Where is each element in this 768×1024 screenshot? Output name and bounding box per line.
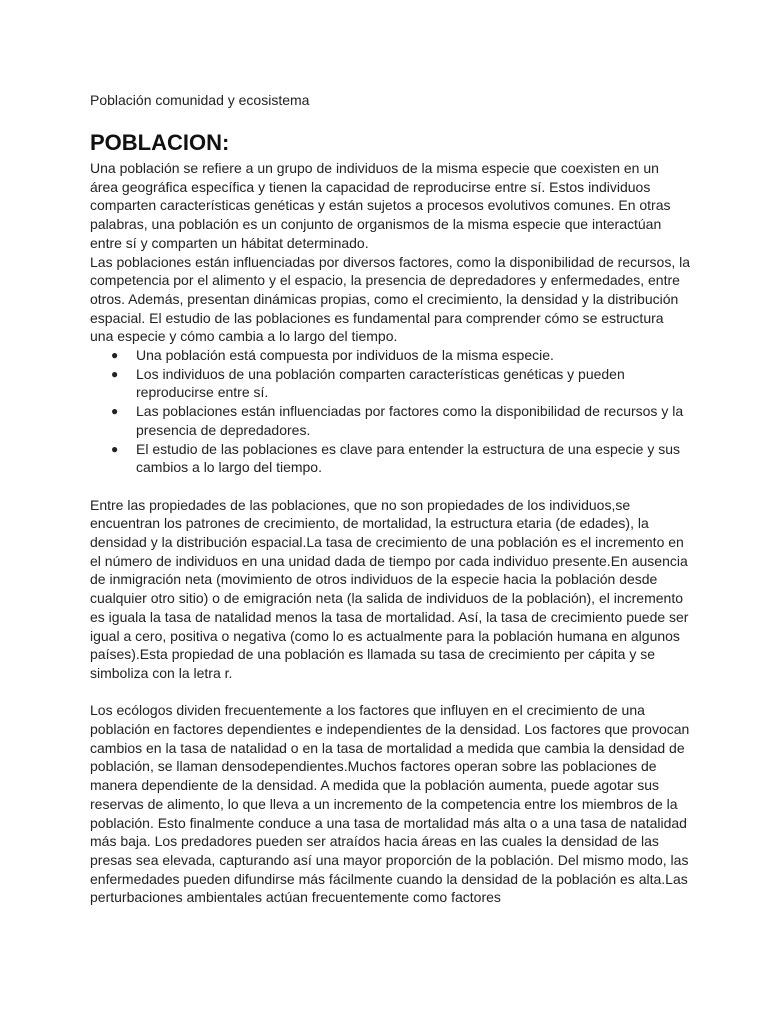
bullet-icon: ● — [111, 348, 119, 363]
bullet-text: Las poblaciones están influenciadas por factores como la disponibilidad de recursos y la presencia de depredadores. — [136, 403, 684, 438]
bullet-text: Los individuos de una población comparten características genéticas y pueden reproducirse entre sí. — [136, 365, 625, 401]
bullet-item — [111, 365, 690, 402]
document-title: Población comunidad y ecosistema — [90, 92, 310, 108]
document-body — [90, 91, 690, 907]
paragraph-spacer — [90, 477, 690, 496]
bullet-text: Una población está compuesta por individuos de la misma especie. — [136, 347, 554, 364]
bullet-icon: ● — [111, 404, 119, 419]
bullet-icon: ● — [111, 441, 119, 456]
section-heading: POBLACION: — [90, 130, 230, 155]
paragraph-spacer — [90, 683, 690, 702]
bullet-text: El estudio de las poblaciones es clave para entender la estructura de una especie y sus cambios a lo largo del tiempo. — [136, 440, 681, 476]
bullet-item — [111, 440, 690, 477]
paragraph-density-factors: Los ecólogos dividen frecuentemente a los factores que influyen en el crecimiento de una población en factores dependientes e independientes de la densidad. Los factores que provocan cambios en la tasa de natalidad o en la tasa de mortalidad a medida que cambia la densidad de población, se llaman densodependientes.Muchos factores operan sobre las poblaciones de manera dependiente de la densidad. A medida que la población aumenta, puede agotar sus reservas de alimento, lo que lleva a un incremento de la competencia entre los miembros de la población. Esto finalmente conduce a una tasa de mortalidad más alta o a una tasa de natalidad más baja. Los predadores pueden ser atraídos hacia áreas en las cuales la densidad de las presas sea elevada, capturando así una mayor proporción de la población. Del mismo modo, las enfermedades pueden difundirse más fácilmente cuando la densidad de la población es alta.Las perturbaciones ambientales actúan frecuentemente como factores — [90, 702, 690, 906]
bullet-list — [90, 346, 690, 477]
paragraph-factors: Las poblaciones están influenciadas por diversos factores, como la disponibilidad de recursos, la competencia por el alimento y el espacio, la presencia de depredadores y enfermedades, entre otros. Además, presentan dinámicas propias, como el crecimiento, la densidad y la distribución espacial. El estudio de las poblaciones es fundamental para comprender cómo se estructura una especie y cómo cambia a lo largo del tiempo. — [90, 253, 691, 345]
paragraph-properties: Entre las propiedades de las poblaciones, que no son propiedades de los individuos,se encuentran los patrones de crecimiento, de mortalidad, la estructura etaria (de edades), la densidad y la distribución espacial.La tasa de crecimiento de una población es el incremento en el número de individuos en una unidad dada de tiempo por cada individuo presente.En ausencia de inmigración neta (movimiento de otros individuos de la especie hacia la población desde cualquier otro sitio) o de emigración neta (la salida de individuos de la población), el incremento es iguala la tasa de natalidad menos la tasa de mortalidad. Así, la tasa de crecimiento puede ser igual a cero, positiva o negativa (como lo es actualmente para la población humana en algunos países).Esta propiedad de una población es llamada su tasa de crecimiento per cápita y se simboliza con la letra r. — [90, 496, 689, 681]
bullet-icon: ● — [111, 366, 119, 381]
bullet-item — [111, 402, 690, 439]
paragraph-definition: Una población se refiere a un grupo de individuos de la misma especie que coexisten en un área geográfica específica y tienen la capacidad de reproducirse entre sí. Estos individuos comparten características genéticas y están sujetos a procesos evolutivos comunes. En otras palabras, una población es un conjunto de organismos de la misma especie que interactúan entre sí y comparten un hábitat determinado. — [90, 160, 671, 251]
bullet-item — [111, 346, 690, 365]
